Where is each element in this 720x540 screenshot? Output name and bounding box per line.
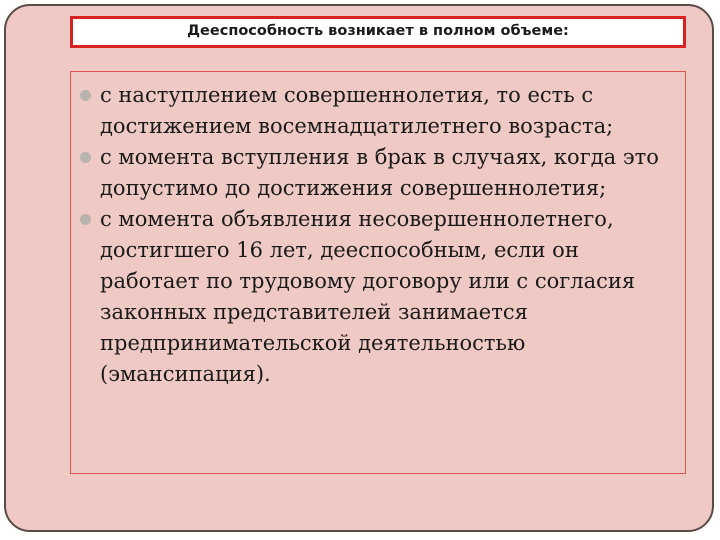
list-item: [78, 204, 678, 390]
bullet-text: с момента объявления несовершеннолетнего, достигшего 16 лет, дееспособным, если он работает по трудовому договору или с согласия законных представителей занимается предпринимательской деятельностью (эмансипация).: [100, 207, 636, 386]
bullet-text: с наступлением совершеннолетия, то есть с достижением восемнадцатилетнего возраста;: [100, 83, 614, 138]
bullet-text: с момента вступления в брак в случаях, когда это допустимо до достижения совершеннолетия;: [100, 145, 659, 200]
bullet-dot-icon: [80, 90, 91, 101]
bullet-dot-icon: [80, 214, 91, 225]
list-item: [78, 142, 678, 204]
slide-title: Дееспособность возникает в полном объеме:: [70, 16, 686, 48]
bullet-list: [78, 80, 678, 390]
bullet-dot-icon: [80, 152, 91, 163]
list-item: [78, 80, 678, 142]
